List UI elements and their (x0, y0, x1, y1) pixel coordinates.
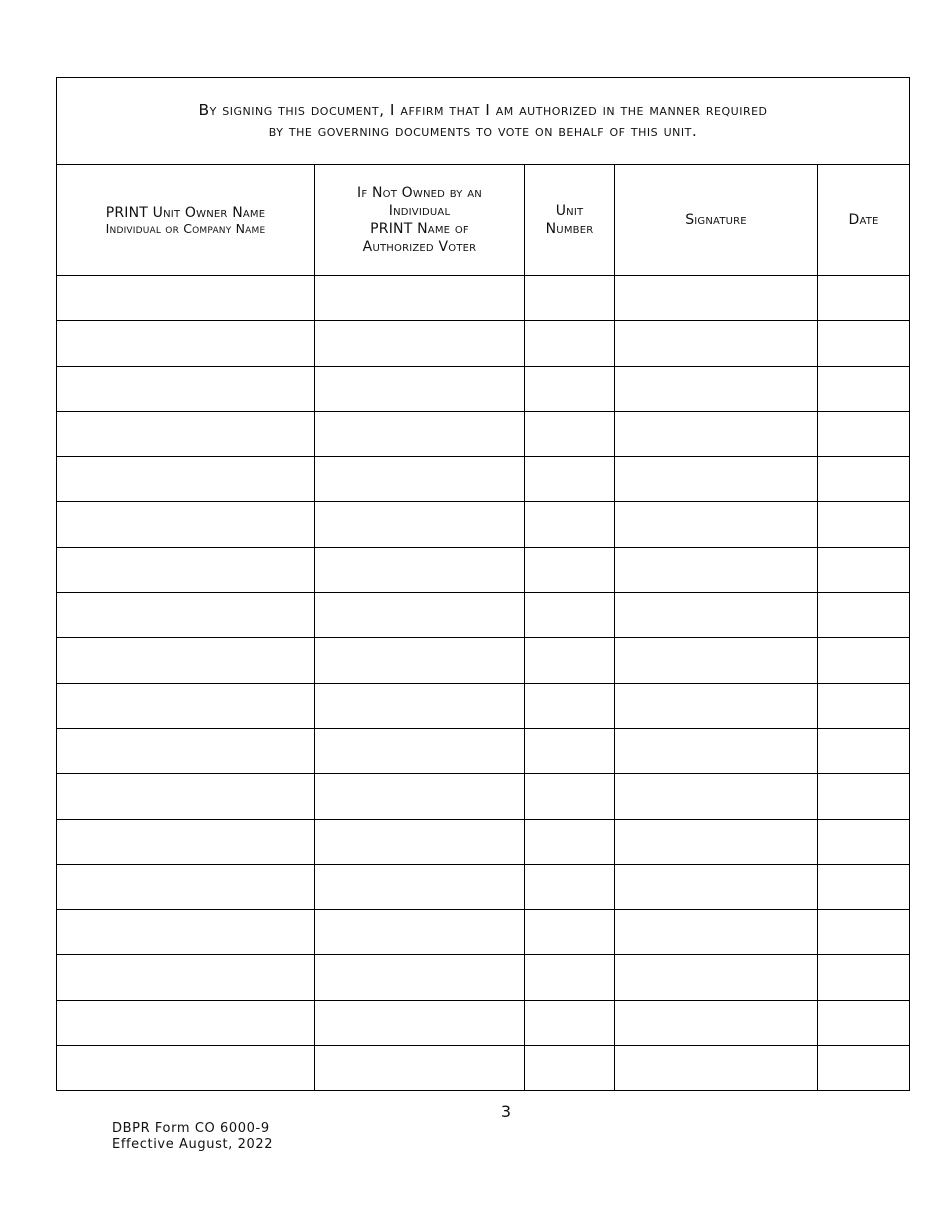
table-row (57, 411, 910, 456)
table-row (57, 502, 910, 547)
date-cell[interactable] (818, 864, 910, 909)
date-cell[interactable] (818, 819, 910, 864)
unit-number-cell[interactable] (525, 321, 615, 366)
signature-cell[interactable] (615, 819, 818, 864)
table-row (57, 276, 910, 321)
table-row (57, 774, 910, 819)
authorized-voter-cell[interactable] (315, 819, 525, 864)
signature-cell[interactable] (615, 683, 818, 728)
unit-number-cell[interactable] (525, 457, 615, 502)
date-cell[interactable] (818, 366, 910, 411)
authorized-voter-cell[interactable] (315, 547, 525, 592)
signature-cell[interactable] (615, 1046, 818, 1091)
table-row (57, 955, 910, 1000)
unit-number-cell[interactable] (525, 955, 615, 1000)
signature-cell[interactable] (615, 728, 818, 773)
date-cell[interactable] (818, 547, 910, 592)
table-row (57, 683, 910, 728)
owner-name-cell[interactable] (57, 547, 315, 592)
table-row (57, 864, 910, 909)
signature-cell[interactable] (615, 1000, 818, 1045)
signature-cell[interactable] (615, 638, 818, 683)
owner-name-header (57, 165, 315, 276)
authorized-voter-cell[interactable] (315, 774, 525, 819)
date-cell[interactable] (818, 457, 910, 502)
signature-cell[interactable] (615, 547, 818, 592)
authorized-voter-cell[interactable] (315, 683, 525, 728)
owner-name-header-subtitle: Individual or Company Name (105, 221, 266, 236)
unit-number-cell[interactable] (525, 547, 615, 592)
authorized-voter-cell[interactable] (315, 1000, 525, 1045)
authorized-voter-cell[interactable] (315, 593, 525, 638)
affirmation-line-2: by the governing documents to vote on behalf of this unit. (268, 122, 698, 140)
date-cell[interactable] (818, 683, 910, 728)
unit-number-cell[interactable] (525, 683, 615, 728)
table-row (57, 321, 910, 366)
owner-name-cell[interactable] (57, 1046, 315, 1091)
signature-cell[interactable] (615, 955, 818, 1000)
form-footer (112, 1121, 273, 1153)
owner-name-cell[interactable] (57, 593, 315, 638)
date-cell[interactable] (818, 593, 910, 638)
date-cell[interactable] (818, 955, 910, 1000)
owner-name-header-title: PRINT Unit Owner Name (105, 205, 266, 221)
date-cell[interactable] (818, 321, 910, 366)
authorized-voter-cell[interactable] (315, 457, 525, 502)
authorized-voter-cell[interactable] (315, 502, 525, 547)
page-number: 3 (500, 1102, 512, 1121)
date-header: Date (818, 165, 910, 276)
table-row (57, 910, 910, 955)
table-row (57, 638, 910, 683)
signature-cell[interactable] (615, 366, 818, 411)
owner-name-cell[interactable] (57, 819, 315, 864)
owner-name-cell[interactable] (57, 955, 315, 1000)
owner-name-cell[interactable] (57, 683, 315, 728)
unit-number-cell[interactable] (525, 366, 615, 411)
owner-name-cell[interactable] (57, 864, 315, 909)
date-cell[interactable] (818, 728, 910, 773)
date-cell[interactable] (818, 1000, 910, 1045)
unit-number-cell[interactable] (525, 910, 615, 955)
owner-name-cell[interactable] (57, 910, 315, 955)
authorized-voter-cell[interactable] (315, 864, 525, 909)
authorized-voter-cell[interactable] (315, 1046, 525, 1091)
owner-name-cell[interactable] (57, 1000, 315, 1045)
owner-name-cell[interactable] (57, 457, 315, 502)
signature-cell[interactable] (615, 774, 818, 819)
date-cell[interactable] (818, 502, 910, 547)
unit-number-cell[interactable] (525, 502, 615, 547)
unit-number-cell[interactable] (525, 411, 615, 456)
date-cell[interactable] (818, 276, 910, 321)
signature-cell[interactable] (615, 321, 818, 366)
affirmation-statement (57, 78, 910, 165)
authorized-voter-header (315, 165, 525, 276)
date-cell[interactable] (818, 910, 910, 955)
owner-name-cell[interactable] (57, 276, 315, 321)
authorized-voter-cell[interactable] (315, 276, 525, 321)
owner-name-cell[interactable] (57, 502, 315, 547)
unit-number-cell[interactable] (525, 819, 615, 864)
authorized-voter-cell[interactable] (315, 321, 525, 366)
table-row (57, 728, 910, 773)
affirmation-line-1: By signing this document, I affirm that I am authorized in the manner required (198, 101, 768, 119)
authorized-voter-cell[interactable] (315, 411, 525, 456)
authorized-voter-cell[interactable] (315, 955, 525, 1000)
date-cell[interactable] (818, 411, 910, 456)
owner-name-cell[interactable] (57, 321, 315, 366)
date-cell[interactable] (818, 1046, 910, 1091)
signature-rows (57, 276, 910, 1091)
signature-cell[interactable] (615, 910, 818, 955)
unit-number-cell[interactable] (525, 728, 615, 773)
owner-name-cell[interactable] (57, 366, 315, 411)
owner-name-cell[interactable] (57, 638, 315, 683)
signature-header: Signature (615, 165, 818, 276)
authorized-voter-cell[interactable] (315, 728, 525, 773)
signature-cell[interactable] (615, 276, 818, 321)
unit-number-cell[interactable] (525, 1000, 615, 1045)
unit-number-cell[interactable] (525, 774, 615, 819)
table-row (57, 547, 910, 592)
authorized-voter-header-line-2: Individual (388, 203, 451, 219)
unit-number-cell[interactable] (525, 276, 615, 321)
unit-number-header (525, 165, 615, 276)
authorized-voter-header-line-4: Authorized Voter (362, 239, 477, 255)
date-cell[interactable] (818, 774, 910, 819)
unit-number-cell[interactable] (525, 1046, 615, 1091)
unit-number-cell[interactable] (525, 638, 615, 683)
owner-name-cell[interactable] (57, 411, 315, 456)
table-row (57, 366, 910, 411)
owner-name-cell[interactable] (57, 774, 315, 819)
signature-cell[interactable] (615, 411, 818, 456)
table-row (57, 1000, 910, 1045)
owner-name-cell[interactable] (57, 728, 315, 773)
table-row (57, 819, 910, 864)
authorized-voter-header-line-3: PRINT Name of (370, 221, 469, 237)
table-row (57, 593, 910, 638)
signature-cell[interactable] (615, 457, 818, 502)
table-row (57, 457, 910, 502)
date-cell[interactable] (818, 638, 910, 683)
signature-cell[interactable] (615, 502, 818, 547)
signature-cell[interactable] (615, 864, 818, 909)
signature-cell[interactable] (615, 593, 818, 638)
unit-number-header-line-1: Unit (555, 203, 584, 219)
voter-signature-table (56, 77, 910, 1091)
unit-number-cell[interactable] (525, 864, 615, 909)
form-id: DBPR Form CO 6000-9 (112, 1121, 270, 1136)
table-row (57, 1046, 910, 1091)
unit-number-header-line-2: Number (545, 221, 594, 237)
authorized-voter-header-line-1: If Not Owned by an (357, 185, 482, 201)
authorized-voter-cell[interactable] (315, 910, 525, 955)
authorized-voter-cell[interactable] (315, 638, 525, 683)
authorized-voter-cell[interactable] (315, 366, 525, 411)
unit-number-cell[interactable] (525, 593, 615, 638)
effective-date: Effective August, 2022 (112, 1137, 274, 1152)
